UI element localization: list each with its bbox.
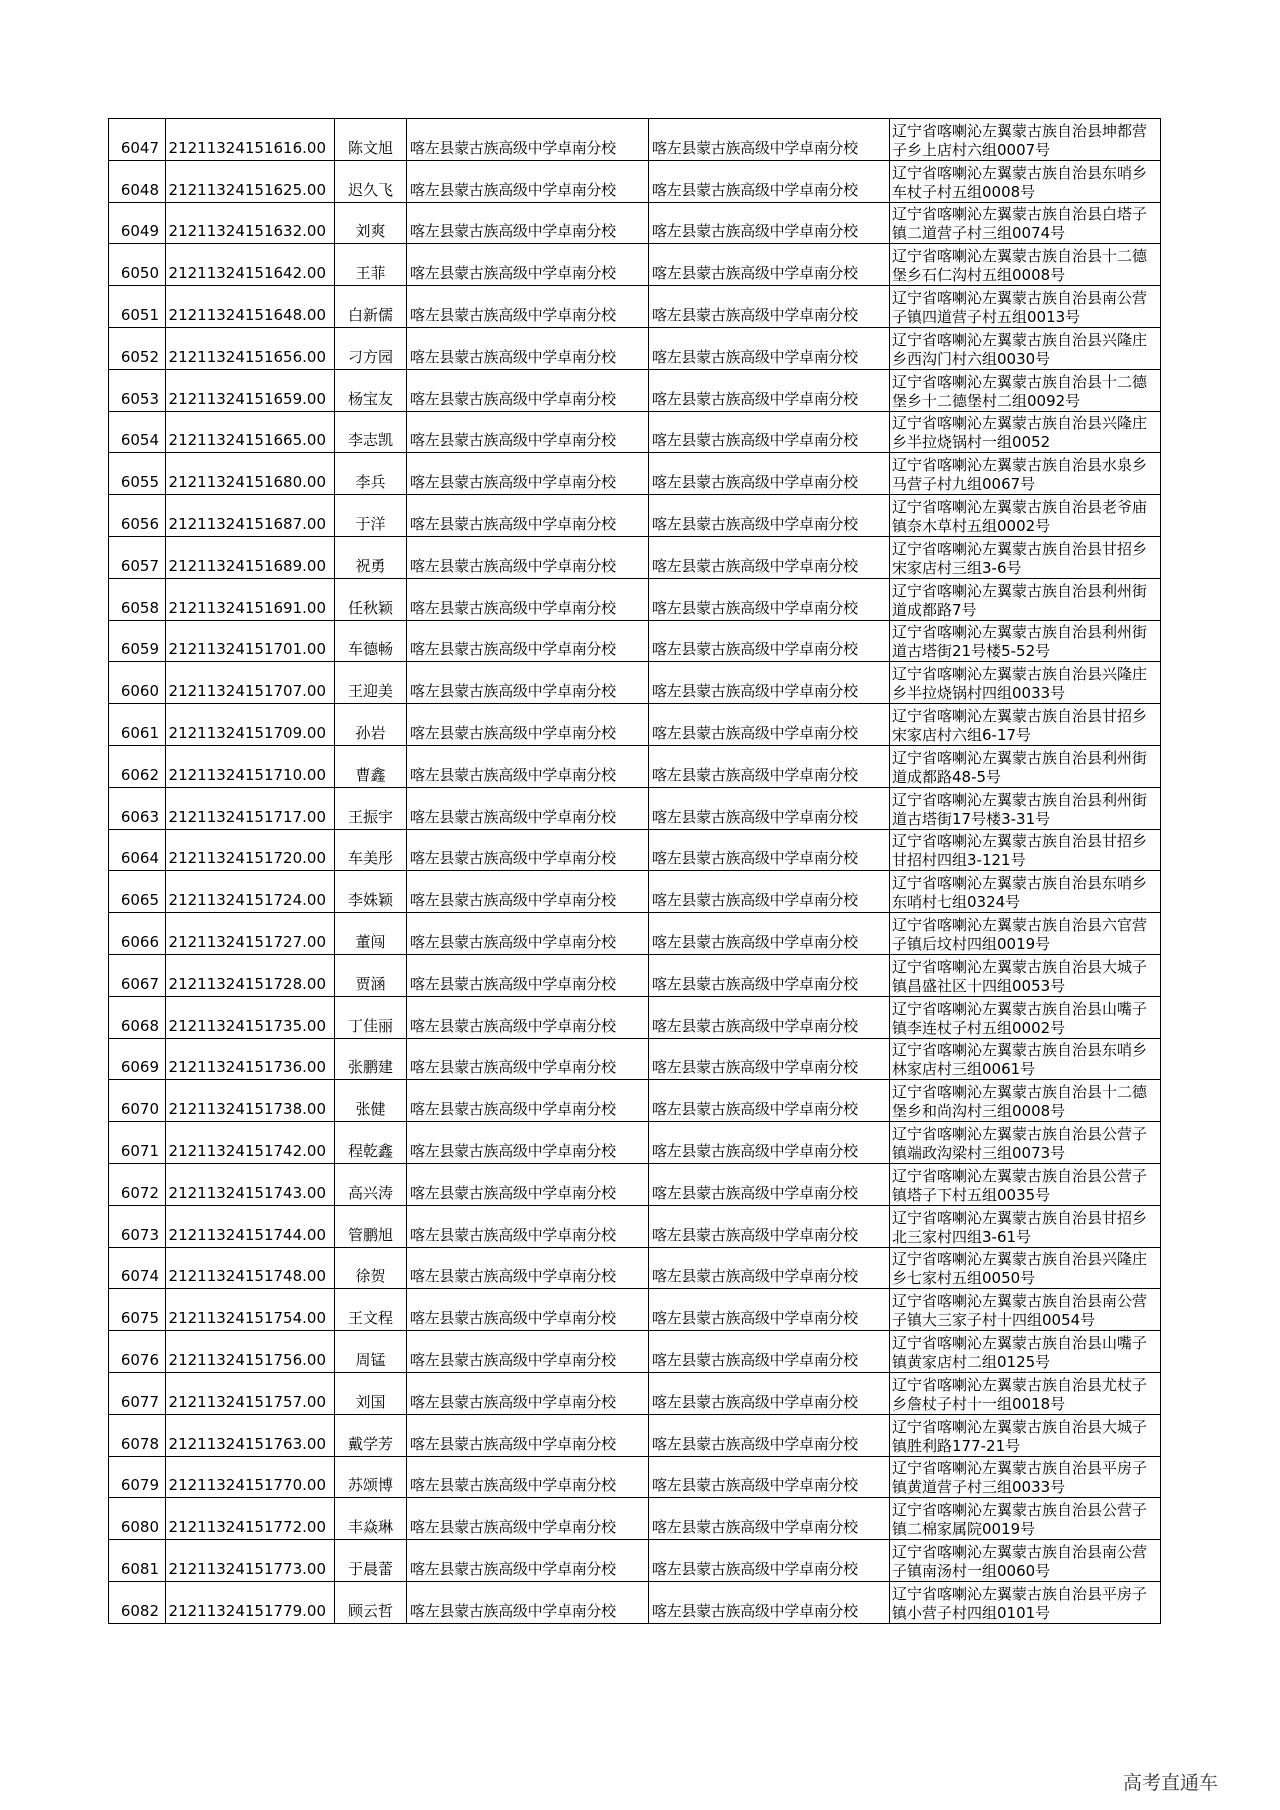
graduating-school-cell: 喀左县蒙古族高级中学卓南分校 — [407, 1289, 649, 1331]
home-address-cell: 辽宁省喀喇沁左翼蒙古族自治县兴隆庄乡半拉烧锅村一组0052 — [890, 411, 1161, 453]
admitted-school-cell: 喀左县蒙古族高级中学卓南分校 — [649, 160, 890, 202]
home-address-cell: 辽宁省喀喇沁左翼蒙古族自治县兴隆庄乡西沟门村六组0030号 — [890, 327, 1161, 369]
table-row — [109, 829, 1161, 871]
table-row — [109, 1456, 1161, 1498]
home-address-cell: 辽宁省喀喇沁左翼蒙古族自治县平房子镇小营子村四组0101号 — [890, 1581, 1161, 1623]
table-row — [109, 1289, 1161, 1331]
sequence-number-cell: 6068 — [109, 996, 166, 1038]
student-name-cell: 曹鑫 — [335, 745, 407, 787]
sequence-number-cell: 6062 — [109, 745, 166, 787]
sequence-number-cell: 6049 — [109, 202, 166, 244]
table-row — [109, 119, 1161, 161]
home-address-cell: 辽宁省喀喇沁左翼蒙古族自治县六官营子镇后坟村四组0019号 — [890, 913, 1161, 955]
admitted-school-cell: 喀左县蒙古族高级中学卓南分校 — [649, 829, 890, 871]
graduating-school-cell: 喀左县蒙古族高级中学卓南分校 — [407, 369, 649, 411]
admitted-school-cell: 喀左县蒙古族高级中学卓南分校 — [649, 411, 890, 453]
home-address-cell: 辽宁省喀喇沁左翼蒙古族自治县东哨乡车杖子村五组0008号 — [890, 160, 1161, 202]
student-name-cell: 周锰 — [335, 1331, 407, 1373]
table-row — [109, 996, 1161, 1038]
table-row — [109, 662, 1161, 704]
sequence-number-cell: 6065 — [109, 871, 166, 913]
sequence-number-cell: 6059 — [109, 620, 166, 662]
table-row — [109, 1372, 1161, 1414]
home-address-cell: 辽宁省喀喇沁左翼蒙古族自治县甘招乡甘招村四组3-121号 — [890, 829, 1161, 871]
graduating-school-cell: 喀左县蒙古族高级中学卓南分校 — [407, 1163, 649, 1205]
home-address-cell: 辽宁省喀喇沁左翼蒙古族自治县十二德堡乡和尚沟村三组0008号 — [890, 1080, 1161, 1122]
home-address-cell: 辽宁省喀喇沁左翼蒙古族自治县白塔子镇二道营子村三组0074号 — [890, 202, 1161, 244]
graduating-school-cell: 喀左县蒙古族高级中学卓南分校 — [407, 1122, 649, 1164]
exam-id-cell: 21211324151743.00 — [166, 1163, 335, 1205]
home-address-cell: 辽宁省喀喇沁左翼蒙古族自治县大城子镇胜利路177-21号 — [890, 1414, 1161, 1456]
sequence-number-cell: 6070 — [109, 1080, 166, 1122]
admitted-school-cell: 喀左县蒙古族高级中学卓南分校 — [649, 1205, 890, 1247]
graduating-school-cell: 喀左县蒙古族高级中学卓南分校 — [407, 578, 649, 620]
graduating-school-cell: 喀左县蒙古族高级中学卓南分校 — [407, 1331, 649, 1373]
table-row — [109, 1581, 1161, 1623]
home-address-cell: 辽宁省喀喇沁左翼蒙古族自治县兴隆庄乡半拉烧锅村四组0033号 — [890, 662, 1161, 704]
student-name-cell: 祝勇 — [335, 536, 407, 578]
table-row — [109, 954, 1161, 996]
student-name-cell: 程乾鑫 — [335, 1122, 407, 1164]
admitted-school-cell: 喀左县蒙古族高级中学卓南分校 — [649, 1247, 890, 1289]
graduating-school-cell: 喀左县蒙古族高级中学卓南分校 — [407, 327, 649, 369]
exam-id-cell: 21211324151691.00 — [166, 578, 335, 620]
exam-id-cell: 21211324151763.00 — [166, 1414, 335, 1456]
watermark-text: 高考直通车 — [1122, 1772, 1218, 1794]
graduating-school-cell: 喀左县蒙古族高级中学卓南分校 — [407, 495, 649, 537]
student-name-cell: 刁方园 — [335, 327, 407, 369]
table-row — [109, 1205, 1161, 1247]
exam-id-cell: 21211324151689.00 — [166, 536, 335, 578]
admitted-school-cell: 喀左县蒙古族高级中学卓南分校 — [649, 954, 890, 996]
graduating-school-cell: 喀左县蒙古族高级中学卓南分校 — [407, 244, 649, 286]
graduating-school-cell: 喀左县蒙古族高级中学卓南分校 — [407, 871, 649, 913]
home-address-cell: 辽宁省喀喇沁左翼蒙古族自治县甘招乡宋家店村三组3-6号 — [890, 536, 1161, 578]
exam-id-cell: 21211324151707.00 — [166, 662, 335, 704]
student-name-cell: 李兵 — [335, 453, 407, 495]
table-row — [109, 202, 1161, 244]
exam-id-cell: 21211324151616.00 — [166, 119, 335, 161]
table-row — [109, 871, 1161, 913]
home-address-cell: 辽宁省喀喇沁左翼蒙古族自治县山嘴子镇李连杖子村五组0002号 — [890, 996, 1161, 1038]
graduating-school-cell: 喀左县蒙古族高级中学卓南分校 — [407, 620, 649, 662]
admitted-school-cell: 喀左县蒙古族高级中学卓南分校 — [649, 286, 890, 328]
graduating-school-cell: 喀左县蒙古族高级中学卓南分校 — [407, 954, 649, 996]
admitted-school-cell: 喀左县蒙古族高级中学卓南分校 — [649, 495, 890, 537]
graduating-school-cell: 喀左县蒙古族高级中学卓南分校 — [407, 704, 649, 746]
home-address-cell: 辽宁省喀喇沁左翼蒙古族自治县利州街道成都路7号 — [890, 578, 1161, 620]
student-name-cell: 孙岩 — [335, 704, 407, 746]
home-address-cell: 辽宁省喀喇沁左翼蒙古族自治县十二德堡乡石仁沟村五组0008号 — [890, 244, 1161, 286]
table-row — [109, 578, 1161, 620]
admitted-school-cell: 喀左县蒙古族高级中学卓南分校 — [649, 369, 890, 411]
table-row — [109, 1163, 1161, 1205]
admitted-school-cell: 喀左县蒙古族高级中学卓南分校 — [649, 1038, 890, 1080]
student-name-cell: 于洋 — [335, 495, 407, 537]
graduating-school-cell: 喀左县蒙古族高级中学卓南分校 — [407, 662, 649, 704]
student-name-cell: 迟久飞 — [335, 160, 407, 202]
exam-id-cell: 21211324151773.00 — [166, 1540, 335, 1582]
graduating-school-cell: 喀左县蒙古族高级中学卓南分校 — [407, 1498, 649, 1540]
exam-id-cell: 21211324151687.00 — [166, 495, 335, 537]
exam-id-cell: 21211324151724.00 — [166, 871, 335, 913]
table-row — [109, 1540, 1161, 1582]
sequence-number-cell: 6073 — [109, 1205, 166, 1247]
graduating-school-cell: 喀左县蒙古族高级中学卓南分校 — [407, 1581, 649, 1623]
exam-id-cell: 21211324151735.00 — [166, 996, 335, 1038]
sequence-number-cell: 6048 — [109, 160, 166, 202]
student-name-cell: 杨宝友 — [335, 369, 407, 411]
graduating-school-cell: 喀左县蒙古族高级中学卓南分校 — [407, 1414, 649, 1456]
exam-id-cell: 21211324151701.00 — [166, 620, 335, 662]
student-name-cell: 陈文旭 — [335, 119, 407, 161]
admitted-school-cell: 喀左县蒙古族高级中学卓南分校 — [649, 704, 890, 746]
home-address-cell: 辽宁省喀喇沁左翼蒙古族自治县公营子镇塔子下村五组0035号 — [890, 1163, 1161, 1205]
home-address-cell: 辽宁省喀喇沁左翼蒙古族自治县南公营子镇大三家子村十四组0054号 — [890, 1289, 1161, 1331]
table-row — [109, 244, 1161, 286]
student-name-cell: 李志凯 — [335, 411, 407, 453]
table-row — [109, 1247, 1161, 1289]
home-address-cell: 辽宁省喀喇沁左翼蒙古族自治县甘招乡宋家店村六组6-17号 — [890, 704, 1161, 746]
table-row — [109, 1414, 1161, 1456]
admitted-school-cell: 喀左县蒙古族高级中学卓南分校 — [649, 1163, 890, 1205]
home-address-cell: 辽宁省喀喇沁左翼蒙古族自治县坤都营子乡上店村六组0007号 — [890, 119, 1161, 161]
graduating-school-cell: 喀左县蒙古族高级中学卓南分校 — [407, 913, 649, 955]
admitted-school-cell: 喀左县蒙古族高级中学卓南分校 — [649, 662, 890, 704]
student-name-cell: 白新儒 — [335, 286, 407, 328]
sequence-number-cell: 6077 — [109, 1372, 166, 1414]
sequence-number-cell: 6074 — [109, 1247, 166, 1289]
admitted-school-cell: 喀左县蒙古族高级中学卓南分校 — [649, 119, 890, 161]
admitted-school-cell: 喀左县蒙古族高级中学卓南分校 — [649, 536, 890, 578]
sequence-number-cell: 6064 — [109, 829, 166, 871]
graduating-school-cell: 喀左县蒙古族高级中学卓南分校 — [407, 160, 649, 202]
exam-id-cell: 21211324151632.00 — [166, 202, 335, 244]
home-address-cell: 辽宁省喀喇沁左翼蒙古族自治县利州街道古塔街17号楼3-31号 — [890, 787, 1161, 829]
sequence-number-cell: 6060 — [109, 662, 166, 704]
admitted-school-cell: 喀左县蒙古族高级中学卓南分校 — [649, 202, 890, 244]
exam-id-cell: 21211324151736.00 — [166, 1038, 335, 1080]
sequence-number-cell: 6056 — [109, 495, 166, 537]
table-row — [109, 453, 1161, 495]
sequence-number-cell: 6067 — [109, 954, 166, 996]
student-name-cell: 戴学芳 — [335, 1414, 407, 1456]
admitted-school-cell: 喀左县蒙古族高级中学卓南分校 — [649, 1122, 890, 1164]
admitted-school-cell: 喀左县蒙古族高级中学卓南分校 — [649, 578, 890, 620]
exam-id-cell: 21211324151744.00 — [166, 1205, 335, 1247]
student-name-cell: 高兴涛 — [335, 1163, 407, 1205]
sequence-number-cell: 6072 — [109, 1163, 166, 1205]
exam-id-cell: 21211324151727.00 — [166, 913, 335, 955]
roster-body — [109, 119, 1161, 1624]
home-address-cell: 辽宁省喀喇沁左翼蒙古族自治县东哨乡东哨村七组0324号 — [890, 871, 1161, 913]
home-address-cell: 辽宁省喀喇沁左翼蒙古族自治县甘招乡北三家村四组3-61号 — [890, 1205, 1161, 1247]
student-name-cell: 王文程 — [335, 1289, 407, 1331]
graduating-school-cell: 喀左县蒙古族高级中学卓南分校 — [407, 1247, 649, 1289]
student-name-cell: 顾云哲 — [335, 1581, 407, 1623]
admitted-school-cell: 喀左县蒙古族高级中学卓南分校 — [649, 1331, 890, 1373]
student-name-cell: 管鹏旭 — [335, 1205, 407, 1247]
table-row — [109, 411, 1161, 453]
student-name-cell: 李姝颖 — [335, 871, 407, 913]
home-address-cell: 辽宁省喀喇沁左翼蒙古族自治县利州街道成都路48-5号 — [890, 745, 1161, 787]
table-row — [109, 704, 1161, 746]
home-address-cell: 辽宁省喀喇沁左翼蒙古族自治县尤杖子乡詹杖子村十一组0018号 — [890, 1372, 1161, 1414]
exam-id-cell: 21211324151757.00 — [166, 1372, 335, 1414]
student-name-cell: 苏颂博 — [335, 1456, 407, 1498]
exam-id-cell: 21211324151770.00 — [166, 1456, 335, 1498]
graduating-school-cell: 喀左县蒙古族高级中学卓南分校 — [407, 1456, 649, 1498]
graduating-school-cell: 喀左县蒙古族高级中学卓南分校 — [407, 1038, 649, 1080]
home-address-cell: 辽宁省喀喇沁左翼蒙古族自治县公营子镇二棉家属院0019号 — [890, 1498, 1161, 1540]
table-row — [109, 1122, 1161, 1164]
table-row — [109, 745, 1161, 787]
sequence-number-cell: 6069 — [109, 1038, 166, 1080]
exam-id-cell: 21211324151665.00 — [166, 411, 335, 453]
student-name-cell: 刘国 — [335, 1372, 407, 1414]
sequence-number-cell: 6079 — [109, 1456, 166, 1498]
admitted-school-cell: 喀左县蒙古族高级中学卓南分校 — [649, 1080, 890, 1122]
sequence-number-cell: 6057 — [109, 536, 166, 578]
student-name-cell: 任秋颖 — [335, 578, 407, 620]
sequence-number-cell: 6050 — [109, 244, 166, 286]
graduating-school-cell: 喀左县蒙古族高级中学卓南分校 — [407, 536, 649, 578]
student-name-cell: 张鹏建 — [335, 1038, 407, 1080]
table-row — [109, 160, 1161, 202]
exam-id-cell: 21211324151772.00 — [166, 1498, 335, 1540]
table-row — [109, 620, 1161, 662]
exam-id-cell: 21211324151625.00 — [166, 160, 335, 202]
sequence-number-cell: 6054 — [109, 411, 166, 453]
home-address-cell: 辽宁省喀喇沁左翼蒙古族自治县老爷庙镇奈木草村五组0002号 — [890, 495, 1161, 537]
student-name-cell: 王菲 — [335, 244, 407, 286]
student-name-cell: 车美彤 — [335, 829, 407, 871]
home-address-cell: 辽宁省喀喇沁左翼蒙古族自治县水泉乡马营子村九组0067号 — [890, 453, 1161, 495]
exam-id-cell: 21211324151738.00 — [166, 1080, 335, 1122]
home-address-cell: 辽宁省喀喇沁左翼蒙古族自治县东哨乡林家店村三组0061号 — [890, 1038, 1161, 1080]
home-address-cell: 辽宁省喀喇沁左翼蒙古族自治县平房子镇黄道营子村三组0033号 — [890, 1456, 1161, 1498]
table-row — [109, 286, 1161, 328]
exam-id-cell: 21211324151717.00 — [166, 787, 335, 829]
table-row — [109, 369, 1161, 411]
admitted-school-cell: 喀左县蒙古族高级中学卓南分校 — [649, 327, 890, 369]
table-row — [109, 1331, 1161, 1373]
exam-id-cell: 21211324151756.00 — [166, 1331, 335, 1373]
sequence-number-cell: 6061 — [109, 704, 166, 746]
student-name-cell: 车德畅 — [335, 620, 407, 662]
exam-id-cell: 21211324151742.00 — [166, 1122, 335, 1164]
admitted-school-cell: 喀左县蒙古族高级中学卓南分校 — [649, 453, 890, 495]
student-name-cell: 刘爽 — [335, 202, 407, 244]
sequence-number-cell: 6058 — [109, 578, 166, 620]
graduating-school-cell: 喀左县蒙古族高级中学卓南分校 — [407, 745, 649, 787]
admitted-school-cell: 喀左县蒙古族高级中学卓南分校 — [649, 620, 890, 662]
exam-id-cell: 21211324151720.00 — [166, 829, 335, 871]
table-row — [109, 1498, 1161, 1540]
admitted-school-cell: 喀左县蒙古族高级中学卓南分校 — [649, 1540, 890, 1582]
sequence-number-cell: 6080 — [109, 1498, 166, 1540]
graduating-school-cell: 喀左县蒙古族高级中学卓南分校 — [407, 787, 649, 829]
home-address-cell: 辽宁省喀喇沁左翼蒙古族自治县南公营子镇南汤村一组0060号 — [890, 1540, 1161, 1582]
home-address-cell: 辽宁省喀喇沁左翼蒙古族自治县南公营子镇四道营子村五组0013号 — [890, 286, 1161, 328]
exam-id-cell: 21211324151642.00 — [166, 244, 335, 286]
student-name-cell: 于晨蕾 — [335, 1540, 407, 1582]
admitted-school-cell: 喀左县蒙古族高级中学卓南分校 — [649, 787, 890, 829]
student-name-cell: 贾涵 — [335, 954, 407, 996]
sequence-number-cell: 6081 — [109, 1540, 166, 1582]
graduating-school-cell: 喀左县蒙古族高级中学卓南分校 — [407, 286, 649, 328]
admitted-school-cell: 喀左县蒙古族高级中学卓南分校 — [649, 913, 890, 955]
graduating-school-cell: 喀左县蒙古族高级中学卓南分校 — [407, 1372, 649, 1414]
sequence-number-cell: 6071 — [109, 1122, 166, 1164]
home-address-cell: 辽宁省喀喇沁左翼蒙古族自治县大城子镇昌盛社区十四组0053号 — [890, 954, 1161, 996]
admitted-school-cell: 喀左县蒙古族高级中学卓南分校 — [649, 871, 890, 913]
table-row — [109, 913, 1161, 955]
student-name-cell: 丰焱琳 — [335, 1498, 407, 1540]
student-name-cell: 王迎美 — [335, 662, 407, 704]
graduating-school-cell: 喀左县蒙古族高级中学卓南分校 — [407, 411, 649, 453]
admitted-school-cell: 喀左县蒙古族高级中学卓南分校 — [649, 1498, 890, 1540]
sequence-number-cell: 6052 — [109, 327, 166, 369]
student-name-cell: 张健 — [335, 1080, 407, 1122]
admitted-school-cell: 喀左县蒙古族高级中学卓南分校 — [649, 1372, 890, 1414]
table-row — [109, 327, 1161, 369]
sequence-number-cell: 6066 — [109, 913, 166, 955]
exam-id-cell: 21211324151728.00 — [166, 954, 335, 996]
table-row — [109, 1080, 1161, 1122]
table-row — [109, 495, 1161, 537]
sequence-number-cell: 6082 — [109, 1581, 166, 1623]
exam-id-cell: 21211324151709.00 — [166, 704, 335, 746]
exam-id-cell: 21211324151779.00 — [166, 1581, 335, 1623]
sequence-number-cell: 6076 — [109, 1331, 166, 1373]
admitted-school-cell: 喀左县蒙古族高级中学卓南分校 — [649, 1414, 890, 1456]
sequence-number-cell: 6055 — [109, 453, 166, 495]
sequence-number-cell: 6053 — [109, 369, 166, 411]
home-address-cell: 辽宁省喀喇沁左翼蒙古族自治县兴隆庄乡七家村五组0050号 — [890, 1247, 1161, 1289]
exam-id-cell: 21211324151748.00 — [166, 1247, 335, 1289]
table-row — [109, 1038, 1161, 1080]
graduating-school-cell: 喀左县蒙古族高级中学卓南分校 — [407, 119, 649, 161]
graduating-school-cell: 喀左县蒙古族高级中学卓南分校 — [407, 1080, 649, 1122]
exam-id-cell: 21211324151680.00 — [166, 453, 335, 495]
exam-id-cell: 21211324151648.00 — [166, 286, 335, 328]
exam-id-cell: 21211324151656.00 — [166, 327, 335, 369]
home-address-cell: 辽宁省喀喇沁左翼蒙古族自治县公营子镇端政沟梁村三组0073号 — [890, 1122, 1161, 1164]
student-name-cell: 徐贺 — [335, 1247, 407, 1289]
sequence-number-cell: 6078 — [109, 1414, 166, 1456]
admitted-school-cell: 喀左县蒙古族高级中学卓南分校 — [649, 1289, 890, 1331]
table-row — [109, 787, 1161, 829]
graduating-school-cell: 喀左县蒙古族高级中学卓南分校 — [407, 829, 649, 871]
student-name-cell: 王振宇 — [335, 787, 407, 829]
admitted-school-cell: 喀左县蒙古族高级中学卓南分校 — [649, 244, 890, 286]
graduating-school-cell: 喀左县蒙古族高级中学卓南分校 — [407, 453, 649, 495]
admitted-school-cell: 喀左县蒙古族高级中学卓南分校 — [649, 745, 890, 787]
graduating-school-cell: 喀左县蒙古族高级中学卓南分校 — [407, 996, 649, 1038]
admitted-school-cell: 喀左县蒙古族高级中学卓南分校 — [649, 1581, 890, 1623]
exam-id-cell: 21211324151659.00 — [166, 369, 335, 411]
home-address-cell: 辽宁省喀喇沁左翼蒙古族自治县十二德堡乡十二德堡村二组0092号 — [890, 369, 1161, 411]
admitted-school-cell: 喀左县蒙古族高级中学卓南分校 — [649, 1456, 890, 1498]
student-name-cell: 董闯 — [335, 913, 407, 955]
table-row — [109, 536, 1161, 578]
graduating-school-cell: 喀左县蒙古族高级中学卓南分校 — [407, 202, 649, 244]
exam-id-cell: 21211324151754.00 — [166, 1289, 335, 1331]
admitted-school-cell: 喀左县蒙古族高级中学卓南分校 — [649, 996, 890, 1038]
graduating-school-cell: 喀左县蒙古族高级中学卓南分校 — [407, 1540, 649, 1582]
home-address-cell: 辽宁省喀喇沁左翼蒙古族自治县山嘴子镇黄家店村二组0125号 — [890, 1331, 1161, 1373]
exam-id-cell: 21211324151710.00 — [166, 745, 335, 787]
sequence-number-cell: 6075 — [109, 1289, 166, 1331]
sequence-number-cell: 6063 — [109, 787, 166, 829]
student-name-cell: 丁佳丽 — [335, 996, 407, 1038]
home-address-cell: 辽宁省喀喇沁左翼蒙古族自治县利州街道古塔街21号楼5-52号 — [890, 620, 1161, 662]
admission-roster-table — [108, 118, 1161, 1624]
sequence-number-cell: 6051 — [109, 286, 166, 328]
sequence-number-cell: 6047 — [109, 119, 166, 161]
graduating-school-cell: 喀左县蒙古族高级中学卓南分校 — [407, 1205, 649, 1247]
